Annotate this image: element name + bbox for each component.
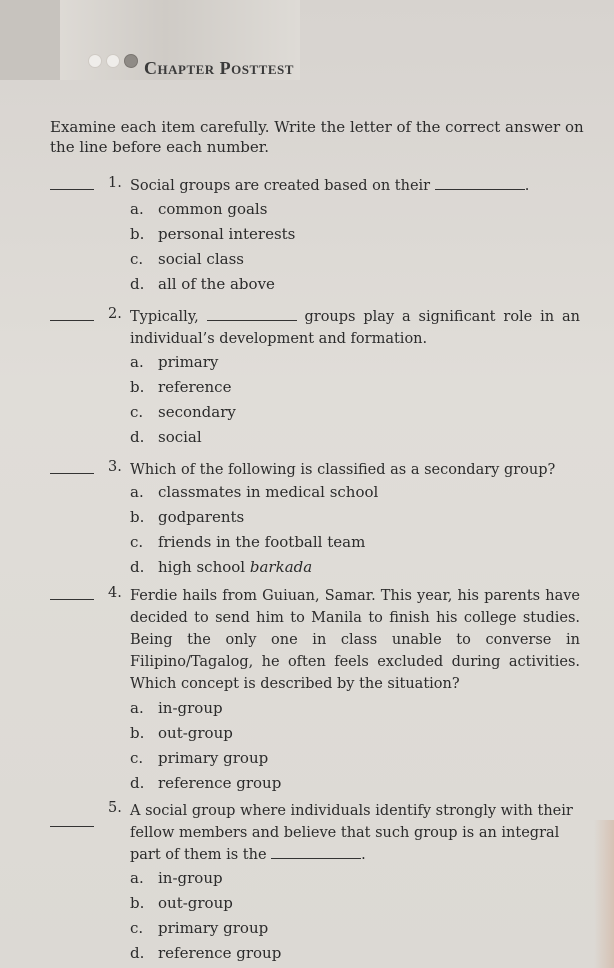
option: c. secondary — [130, 403, 236, 421]
option: a. primary — [130, 353, 219, 371]
option: d. reference group — [130, 944, 282, 962]
option: a. in-group — [130, 699, 223, 717]
page-title: Chapter Posttest — [144, 58, 294, 78]
question-number: 2. — [108, 306, 122, 322]
edge-shadow — [594, 820, 614, 968]
instructions: Examine each item carefully. Write the letter of the correct answer on the line before each number. — [50, 118, 584, 156]
question-number: 3. — [108, 459, 122, 475]
option: d. high school barkada — [130, 558, 313, 576]
option: d. all of the above — [130, 275, 275, 293]
fill-blank — [435, 175, 525, 190]
answer-blank-3[interactable] — [50, 459, 94, 474]
dot-icon — [124, 54, 138, 68]
option: b. personal interests — [130, 225, 296, 243]
options-5 — [130, 866, 281, 966]
answer-blank-4[interactable] — [50, 585, 94, 600]
option: d. reference group — [130, 774, 282, 792]
option: c. primary group — [130, 749, 269, 767]
option: b. out-group — [130, 724, 233, 742]
option: a. classmates in medical school — [130, 483, 379, 501]
question-number: 1. — [108, 175, 122, 191]
question-number: 5. — [108, 800, 122, 816]
options-3 — [130, 480, 378, 580]
question-stem: A social group where individuals identify strongly with their fellow members and believe that such group is an integral part of them is the . — [130, 803, 573, 863]
options-4 — [130, 696, 281, 796]
option: b. godparents — [130, 508, 245, 526]
option: a. in-group — [130, 869, 223, 887]
question-number: 4. — [108, 585, 122, 601]
fill-blank — [271, 844, 361, 859]
answer-blank-1[interactable] — [50, 175, 94, 190]
header-dots — [88, 54, 138, 68]
fill-blank — [207, 306, 297, 321]
dot-icon — [106, 54, 120, 68]
option: c. social class — [130, 250, 244, 268]
dot-icon — [88, 54, 102, 68]
option: d. social — [130, 428, 202, 446]
question-stem: Typically, groups play a significant role in an individual’s development and formation. — [130, 306, 580, 350]
options-2 — [130, 350, 236, 450]
question-stem: Which of the following is classified as a secondary group? — [130, 462, 556, 478]
question-stem: Ferdie hails from Guiuan, Samar. This year, his parents have decided to send him to Manila to finish his college studies. Being the only one in class unable to converse in Filipino/Tagalog, he often feels excluded during activities. Which concept is described by the situation? — [130, 588, 580, 692]
answer-blank-5[interactable] — [50, 812, 94, 827]
answer-blank-2[interactable] — [50, 306, 94, 321]
option: a. common goals — [130, 200, 268, 218]
option: b. out-group — [130, 894, 233, 912]
question-stem: Social groups are created based on their . — [130, 175, 580, 197]
option: c. primary group — [130, 919, 269, 937]
option: c. friends in the football team — [130, 533, 366, 551]
options-1 — [130, 197, 295, 297]
option: b. reference — [130, 378, 232, 396]
